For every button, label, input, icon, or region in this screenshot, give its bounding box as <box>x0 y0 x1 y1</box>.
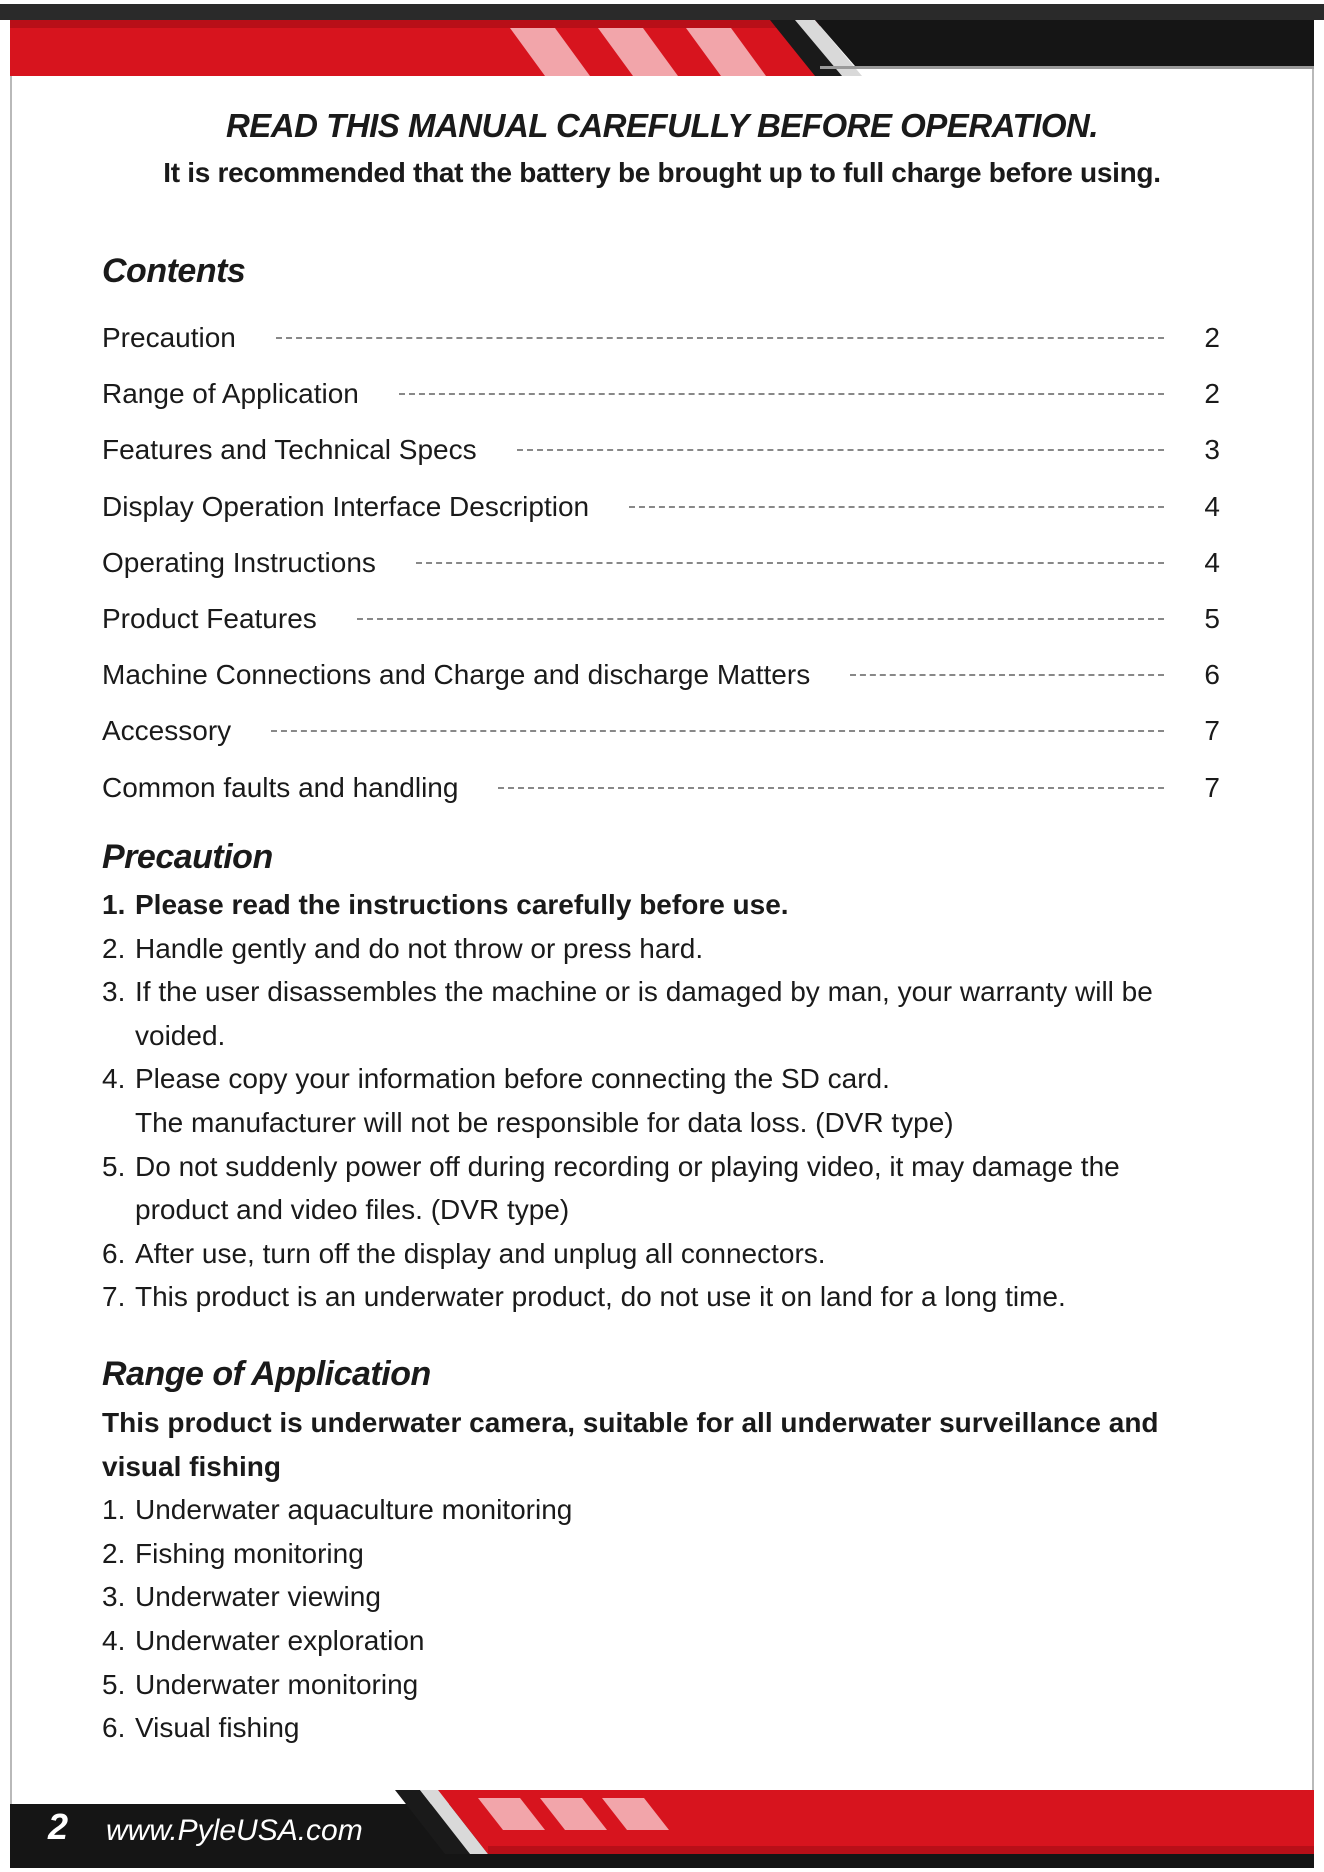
header-banner <box>0 0 1324 90</box>
toc-entry-range-of-application[interactable] <box>102 366 1220 422</box>
page-number: 2 <box>48 1806 69 1847</box>
item-number: 3. <box>102 1581 126 1613</box>
item-continuation: The manufacturer will not be responsible for data loss. (DVR type) <box>135 1106 954 1138</box>
toc-page: 5 <box>1204 603 1220 635</box>
item-number: 5. <box>102 1668 126 1700</box>
range-intro-line: This product is underwater camera, suitable for all underwater surveillance and <box>102 1407 1159 1438</box>
toc-page: 2 <box>1204 322 1220 354</box>
list-item <box>102 883 1222 927</box>
item-number: 6. <box>102 1237 126 1269</box>
toc-leader <box>399 393 1164 395</box>
toc-entry-features-specs[interactable] <box>102 422 1220 478</box>
item-text: Handle gently and do not throw or press hard. <box>135 932 704 964</box>
item-text: Fishing monitoring <box>135 1537 364 1569</box>
item-text: Underwater exploration <box>135 1624 425 1656</box>
toc-entry-accessory[interactable] <box>102 703 1220 759</box>
list-item <box>102 1488 1222 1532</box>
item-number: 2. <box>102 1537 126 1569</box>
toc-page: 6 <box>1204 659 1220 691</box>
website-link[interactable]: www.PyleUSA.com <box>106 1814 363 1847</box>
item-text: This product is an underwater product, do not use it on land for a long time. <box>135 1281 1066 1313</box>
list-item <box>102 1057 1222 1101</box>
toc-label: Range of Application <box>102 378 359 410</box>
list-item <box>102 1663 1222 1707</box>
toc-leader <box>357 618 1164 620</box>
item-text: Please read the instructions carefully before use. <box>135 889 789 920</box>
range-intro-line: visual fishing <box>102 1450 281 1482</box>
item-number: 4. <box>102 1624 126 1656</box>
item-continuation: product and video files. (DVR type) <box>135 1194 570 1226</box>
item-number: 1. <box>102 1494 126 1526</box>
battery-notice: It is recommended that the battery be brought up to full charge before using. <box>163 157 1161 188</box>
toc-leader <box>850 674 1164 676</box>
toc-entry-display-interface[interactable] <box>102 479 1220 535</box>
toc-entry-operating-instructions[interactable] <box>102 535 1220 591</box>
manual-title: READ THIS MANUAL CAREFULLY BEFORE OPERATION. <box>225 107 1099 144</box>
item-text: Underwater aquaculture monitoring <box>135 1494 573 1526</box>
toc-label: Operating Instructions <box>102 546 376 578</box>
toc-page: 7 <box>1204 715 1220 747</box>
toc-leader <box>416 562 1164 564</box>
toc-label: Common faults and handling <box>102 771 459 803</box>
toc-label: Precaution <box>102 322 236 354</box>
toc-label: Features and Technical Specs <box>102 434 477 466</box>
list-item <box>102 1275 1222 1319</box>
toc-label: Display Operation Interface Description <box>102 490 590 522</box>
toc-page: 2 <box>1204 378 1220 410</box>
item-number: 6. <box>102 1712 126 1744</box>
toc-label: Machine Connections and Charge and discharge Matters <box>102 659 811 691</box>
item-text: Do not suddenly power off during recording or playing video, it may damage the <box>135 1150 1120 1182</box>
toc-page: 7 <box>1204 771 1220 803</box>
item-text: If the user disassembles the machine or is damaged by man, your warranty will be <box>135 976 1153 1008</box>
item-text: Underwater viewing <box>135 1581 381 1613</box>
item-number: 1. <box>102 889 126 920</box>
precaution-list <box>102 883 1222 1319</box>
list-item <box>102 970 1222 1014</box>
toc-label: Accessory <box>102 715 232 747</box>
toc-entry-common-faults[interactable] <box>102 760 1220 816</box>
toc-page: 3 <box>1204 434 1220 466</box>
list-item <box>102 1232 1222 1276</box>
item-number: 2. <box>102 932 126 964</box>
toc-leader <box>517 449 1164 451</box>
list-item <box>102 927 1222 971</box>
range-list <box>102 1401 1222 1750</box>
item-continuation: voided. <box>135 1019 226 1051</box>
item-number: 5. <box>102 1150 126 1182</box>
item-number: 7. <box>102 1281 126 1313</box>
toc-leader <box>276 337 1164 339</box>
range-heading: Range of Application <box>102 1355 431 1393</box>
item-number: 4. <box>102 1063 126 1095</box>
list-item <box>102 1532 1222 1576</box>
item-text: Please copy your information before connecting the SD card. <box>135 1063 890 1095</box>
table-of-contents <box>102 310 1220 816</box>
precaution-heading: Precaution <box>102 838 273 876</box>
toc-entry-product-features[interactable] <box>102 591 1220 647</box>
toc-label: Product Features <box>102 603 317 635</box>
toc-leader <box>498 787 1164 789</box>
toc-leader <box>271 730 1164 732</box>
toc-page: 4 <box>1204 546 1220 578</box>
item-text: Visual fishing <box>135 1712 300 1744</box>
list-item <box>102 1619 1222 1663</box>
list-item <box>102 1145 1222 1189</box>
list-item <box>102 1575 1222 1619</box>
item-text: After use, turn off the display and unplug all connectors. <box>135 1237 826 1269</box>
toc-entry-connections-charge[interactable] <box>102 647 1220 703</box>
toc-page: 4 <box>1204 490 1220 522</box>
list-item <box>102 1706 1222 1750</box>
item-number: 3. <box>102 976 126 1008</box>
contents-heading: Contents <box>102 252 246 290</box>
item-text: Underwater monitoring <box>135 1668 419 1700</box>
toc-entry-precaution[interactable] <box>102 310 1220 366</box>
toc-leader <box>629 506 1164 508</box>
